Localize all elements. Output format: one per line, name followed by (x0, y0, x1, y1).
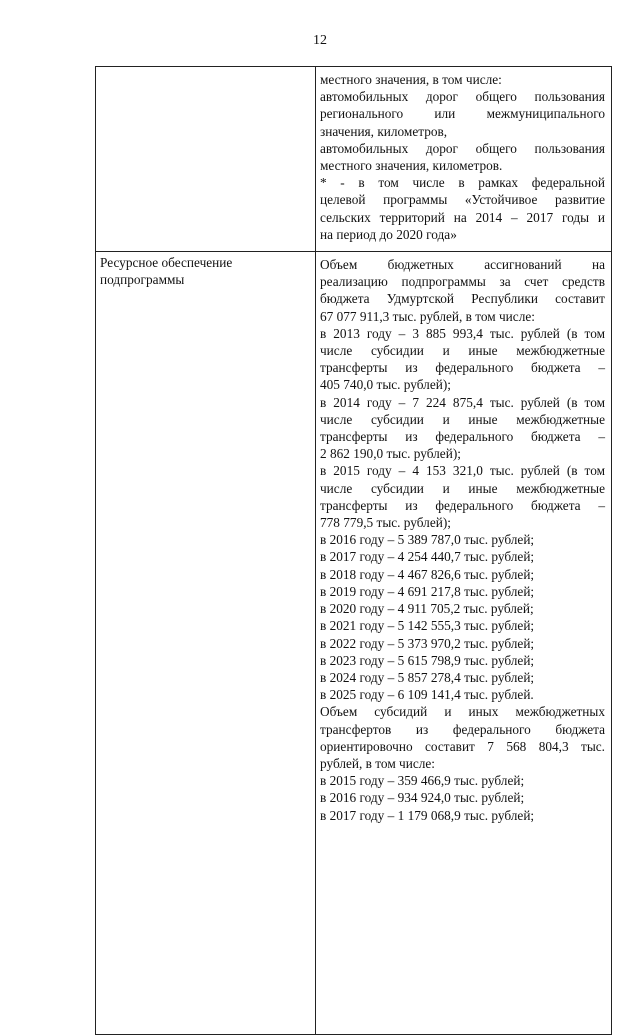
resource-text-line: в 2023 году – 5 615 798,9 тыс. рублей; (320, 652, 535, 668)
resource-text-line: в 2025 году – 6 109 141,4 тыс. рублей. (320, 687, 534, 703)
resource-text-line: трансферты из федерального бюджета – (320, 497, 605, 513)
row-label-line: Ресурсное обеспечение (100, 255, 233, 271)
row-label-line: подпрограммы (100, 272, 185, 288)
resource-text-line: в 2020 году – 4 911 705,2 тыс. рублей; (320, 601, 534, 617)
indicators-text-line: на период до 2020 года» (320, 226, 457, 242)
indicators-text-line: целевой программы «Устойчивое развитие (320, 192, 605, 208)
resource-text-line: в 2017 году – 4 254 440,7 тыс. рублей; (320, 549, 535, 565)
resource-text-line: 67 077 911,3 тыс. рублей, в том числе: (320, 308, 535, 324)
resource-text-line: трансфертов из федерального бюджета (320, 721, 605, 737)
page-number: 12 (313, 33, 327, 48)
resource-text-line: в 2016 году – 5 389 787,0 тыс. рублей; (320, 532, 535, 548)
resource-text-line: рублей, в том числе: (320, 755, 435, 771)
indicators-text-line: местного значения, в том числе: (320, 72, 502, 87)
resource-text-line: ориентировочно составит 7 568 804,3 тыс. (320, 738, 605, 754)
indicators-text-line: регионального или межмуниципального (320, 106, 605, 122)
resource-text-line: 405 740,0 тыс. рублей); (320, 377, 451, 393)
table-cell-empty (96, 67, 316, 252)
resource-text-line: трансферты из федерального бюджета – (320, 429, 605, 445)
table-cell-indicators (316, 67, 612, 252)
resource-text-line: в 2018 году – 4 467 826,6 тыс. рублей; (320, 566, 535, 582)
table-row (96, 252, 612, 1035)
resource-text-line: 778 779,5 тыс. рублей); (320, 515, 451, 531)
resource-text-line: в 2022 году – 5 373 970,2 тыс. рублей; (320, 635, 535, 651)
indicators-text-line: местного значения, километров. (320, 158, 503, 174)
resource-text-line: в 2024 году – 5 857 278,4 тыс. рублей; (320, 669, 535, 685)
resource-text-line: в 2013 году – 3 885 993,4 тыс. рублей (в том (320, 325, 605, 341)
resource-text-line: числе субсидии и иные межбюджетные (320, 343, 605, 359)
resource-text-line: 2 862 190,0 тыс. рублей); (320, 446, 461, 462)
table-row (96, 67, 612, 252)
indicators-text-line: * - в том числе в рамках федеральной (320, 175, 605, 191)
table-cell-label (96, 252, 316, 1035)
indicators-text-line: сельских территорий на 2014 – 2017 годы и (320, 209, 605, 225)
resource-text-line: в 2019 году – 4 691 217,8 тыс. рублей; (320, 583, 535, 599)
resource-text-line: бюджета Удмуртской Республики составит (320, 291, 605, 307)
resource-text-line: числе субсидии и иные межбюджетные (320, 411, 605, 427)
resource-text-line: Объем субсидий и иных межбюджетных (320, 704, 605, 720)
resource-text-line: в 2021 году – 5 142 555,3 тыс. рублей; (320, 618, 535, 634)
resource-text-line: числе субсидии и иные межбюджетные (320, 480, 605, 496)
resource-text-line: в 2015 году – 4 153 321,0 тыс. рублей (в том (320, 463, 605, 479)
indicators-text-line: значения, километров, (320, 123, 448, 139)
resource-text-line: реализацию подпрограммы за счет средств (320, 274, 605, 290)
indicators-text-line: автомобильных дорог общего пользования (320, 89, 605, 105)
resource-text-line: трансферты из федерального бюджета – (320, 360, 605, 376)
subprogram-passport-table (95, 66, 612, 1035)
resource-text-line: в 2015 году – 359 466,9 тыс. рублей; (320, 773, 525, 789)
resource-text-line: в 2017 году – 1 179 068,9 тыс. рублей; (320, 807, 535, 823)
indicators-text-line: автомобильных дорог общего пользования (320, 140, 605, 156)
table-cell-resource-text (316, 252, 612, 1035)
resource-text-line: в 2016 году – 934 924,0 тыс. рублей; (320, 790, 525, 806)
resource-text-line: Объем бюджетных ассигнований на (320, 257, 605, 273)
resource-text-line: в 2014 году – 7 224 875,4 тыс. рублей (в том (320, 394, 605, 410)
